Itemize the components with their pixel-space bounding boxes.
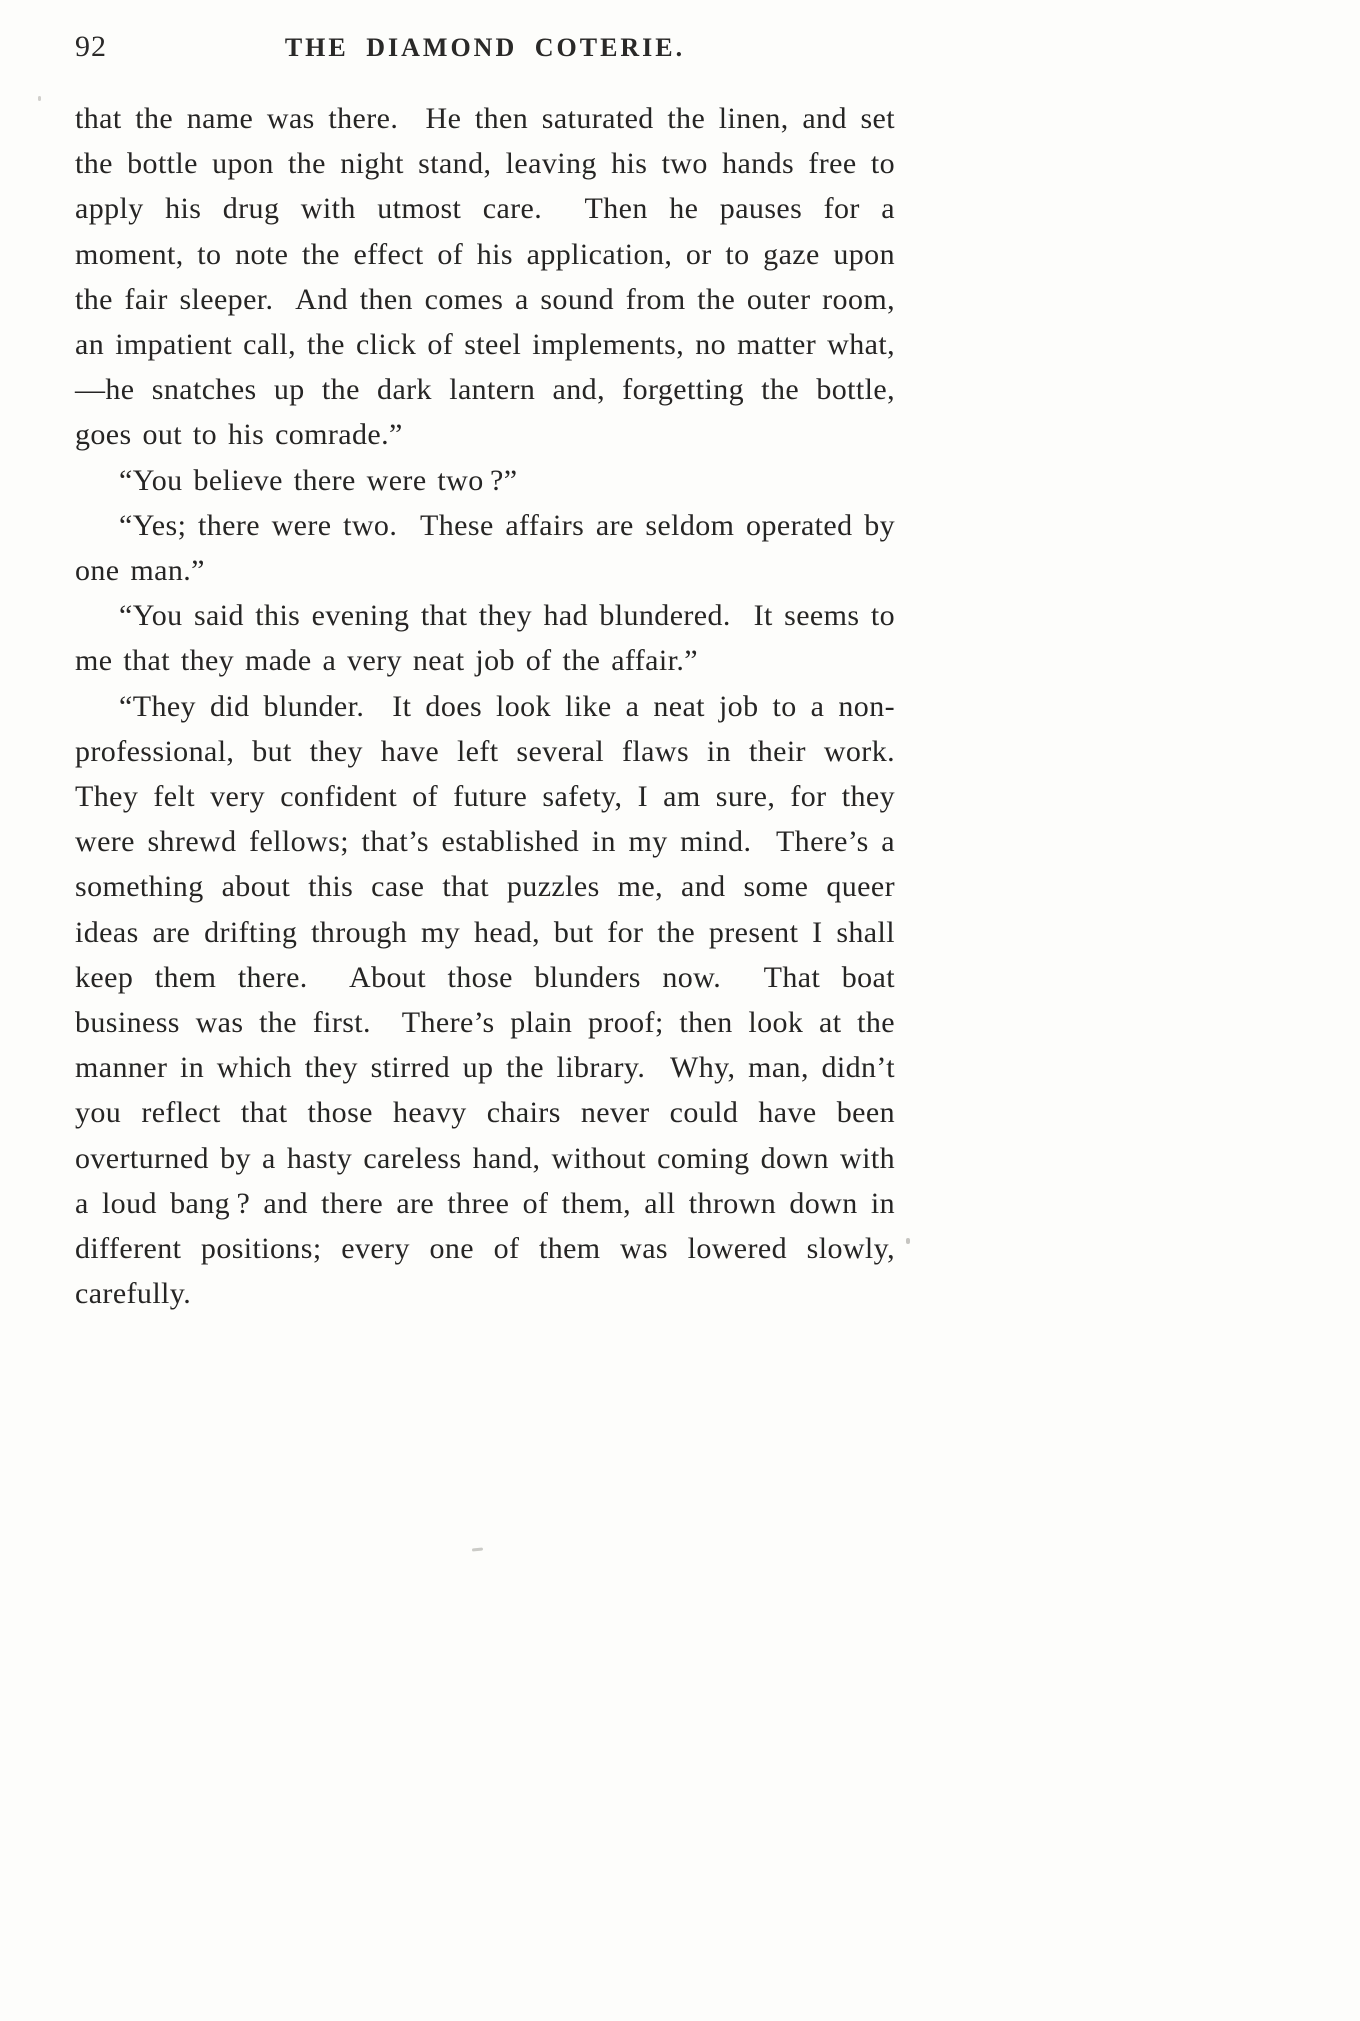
paragraph: “You said this evening that they had blundered. It seems to me that they made a very neat job of the affair.” [75, 599, 906, 678]
scan-artifact-mark [906, 1238, 910, 1244]
page-body [75, 96, 917, 1316]
scan-artifact-mark [472, 1547, 483, 1551]
paragraph: “You believe there were two ?” [119, 463, 518, 497]
paragraph: “They did blunder. It does look like a neat job to a non-professional, but they have left several flaws in their work. They felt very confident of future safety, I am sure, for they were shrewd fellows; that’s established in my mind. There’s a something about this case that puzzles me, and some queer ideas are drifting through my head, but for the present I shall keep them there. About those blunders now. That boat business was the first. There’s plain proof; then look at the manner in which they stirred up the library. Why, man, didn’t you reflect that those heavy chairs never could have been overturned by a hasty careless hand, without coming down with a loud bang ? and there are three of them, all thrown down in different positions; every one of them was lowered slowly, carefully. [75, 689, 917, 1311]
page-header [75, 30, 895, 72]
running-title: THE DIAMOND COTERIE. [284, 33, 686, 62]
paragraph: that the name was there. He then saturated the linen, and set the bottle upon the night stand, leaving his two hands free to apply his drug with utmost care. Then he pauses for a moment, to note the effect of his application, or to gaze upon the fair sleeper. And then comes a sound from the outer room, an impatient call, the click of steel implements, no matter what,—he snatches up the dark lantern and, forgetting the bottle, goes out to his comrade.” [75, 102, 906, 452]
paragraph: “Yes; there were two. These affairs are seldom operated by one man.” [75, 508, 906, 588]
page-number: 92 [75, 30, 107, 63]
scan-artifact-mark [38, 96, 41, 101]
